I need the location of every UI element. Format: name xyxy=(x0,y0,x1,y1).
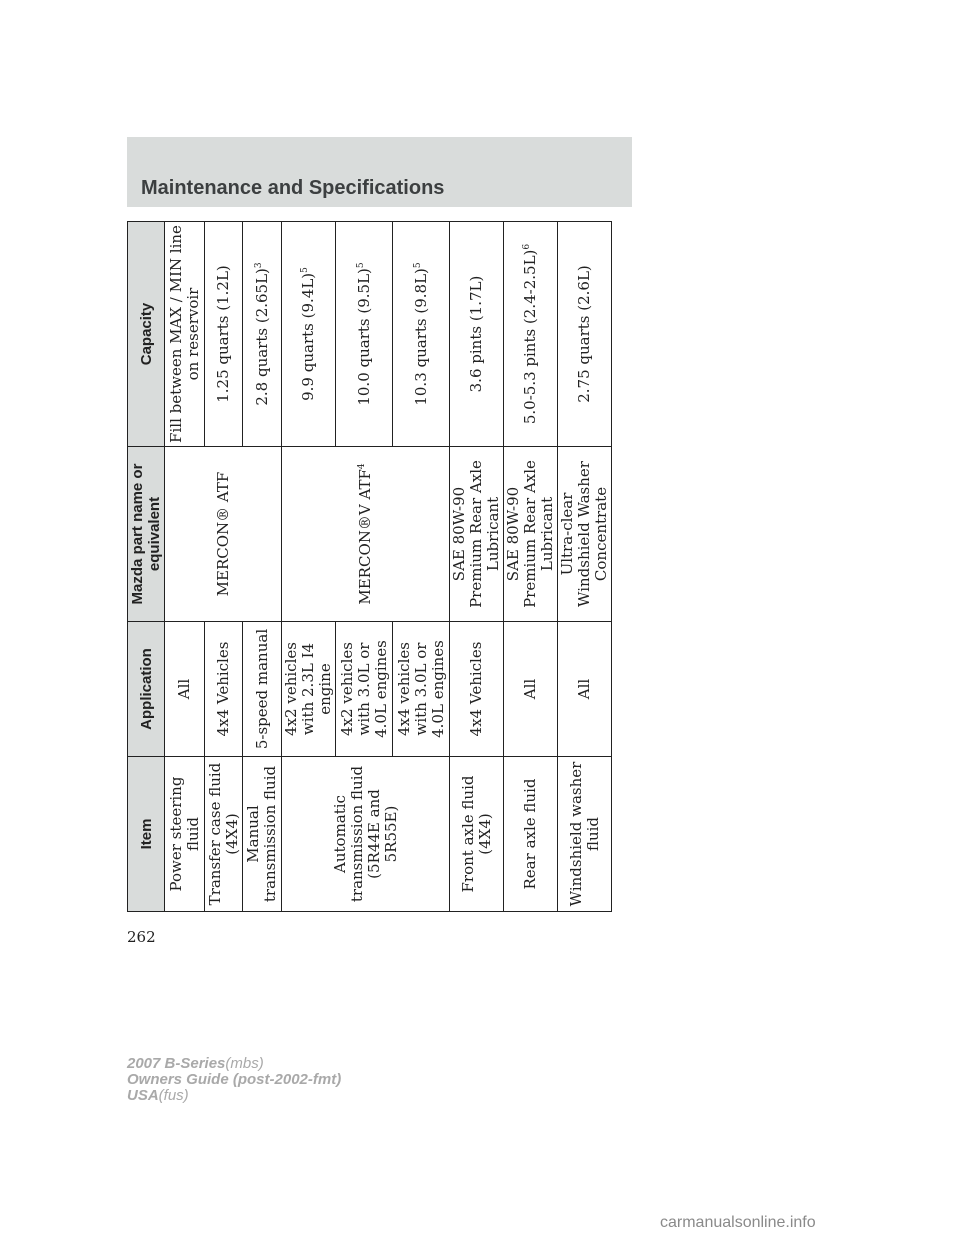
section-title: Maintenance and Specifications xyxy=(141,177,445,199)
cell-application: 4x2 vehicles with 3.0L or 4.0L engines xyxy=(336,622,393,757)
footnote-marker: 5 xyxy=(412,262,423,269)
cell-application: 4x2 vehicles with 2.3L I4 engine xyxy=(282,622,336,757)
page-number: 262 xyxy=(127,928,156,946)
footnote-marker: 5 xyxy=(300,267,310,273)
capacity-text: 9.9 quarts (9.4L) xyxy=(299,272,317,401)
footer-market: USA xyxy=(127,1087,159,1104)
cell-capacity: 1.25 quarts (1.2L) xyxy=(205,222,243,447)
cell-capacity: Fill between MAX / MIN line on reservoir xyxy=(165,222,205,447)
table-row xyxy=(558,222,612,912)
cell-capacity xyxy=(393,222,450,447)
cell-item: Automatic transmission fluid (5R44E and 5R55E) xyxy=(282,757,450,912)
column-header-item: Item xyxy=(128,757,165,912)
part-name-text: MERCON®V ATF xyxy=(356,469,374,605)
table-row xyxy=(282,222,336,912)
cell-capacity xyxy=(282,222,336,447)
cell-item: Manual transmission fluid xyxy=(243,757,282,912)
footer-market-code: (fus) xyxy=(158,1087,189,1104)
cell-part-name: Ultra-clear Windshield Washer Concentrate xyxy=(558,447,612,622)
column-header-capacity: Capacity xyxy=(128,222,165,447)
column-header-part-name: Mazda part name or equivalent xyxy=(128,447,165,622)
footer-line-1 xyxy=(127,1056,341,1072)
footer-line-2: Owners Guide (post-2002-fmt) xyxy=(127,1071,342,1088)
cell-item: Windshield washer fluid xyxy=(558,757,612,912)
table-row xyxy=(450,222,504,912)
fluid-capacity-table xyxy=(127,221,612,912)
cell-capacity xyxy=(504,222,558,447)
cell-capacity xyxy=(336,222,393,447)
capacity-text: 2.8 quarts (2.65L) xyxy=(252,268,271,406)
cell-application: 4x4 vehicles with 3.0L or 4.0L engines xyxy=(393,622,450,757)
capacity-text: 5.0-5.3 pints (2.4-2.5L) xyxy=(521,249,539,425)
document-footer xyxy=(127,1056,341,1104)
section-header-band xyxy=(127,137,632,207)
footnote-marker: 3 xyxy=(253,262,264,269)
cell-application: All xyxy=(558,622,612,757)
cell-capacity: 3.6 pints (1.7L) xyxy=(450,222,504,447)
footnote-marker: 6 xyxy=(522,243,532,250)
cell-capacity: 2.75 quarts (2.6L) xyxy=(558,222,612,447)
table-row xyxy=(165,222,205,912)
cell-part-name xyxy=(165,447,282,622)
cell-item: Rear axle fluid xyxy=(504,757,558,912)
footnote-marker: 4 xyxy=(357,463,367,470)
capacity-text: 10.3 quarts (9.8L) xyxy=(411,268,430,406)
footer-line-3 xyxy=(127,1088,341,1104)
cell-item: Transfer case fluid (4X4) xyxy=(205,757,243,912)
footer-model-code: (mbs) xyxy=(225,1055,264,1072)
cell-application: All xyxy=(165,622,205,757)
cell-part-name: SAE 80W-90 Premium Rear Axle Lubricant xyxy=(504,447,558,622)
cell-application: 4x4 Vehicles xyxy=(450,622,504,757)
cell-application: 5-speed manual xyxy=(243,622,282,757)
cell-part-name xyxy=(282,447,450,622)
table-row xyxy=(504,222,558,912)
part-name-text: MERCON® ATF xyxy=(213,471,232,597)
footer-model: 2007 B-Series xyxy=(127,1055,226,1072)
column-header-application: Application xyxy=(128,622,165,757)
cell-capacity xyxy=(243,222,282,447)
capacity-text: 10.0 quarts (9.5L) xyxy=(354,268,373,406)
footnote-marker: 5 xyxy=(355,262,366,269)
cell-item: Front axle fluid (4X4) xyxy=(450,757,504,912)
cell-item: Power steering fluid xyxy=(165,757,205,912)
watermark-link[interactable]: carmanualsonline.info xyxy=(660,1214,816,1231)
spec-table-container xyxy=(127,222,610,912)
cell-application: All xyxy=(504,622,558,757)
table-header-row xyxy=(128,222,165,912)
cell-application: 4x4 Vehicles xyxy=(205,622,243,757)
cell-part-name: SAE 80W-90 Premium Rear Axle Lubricant xyxy=(450,447,504,622)
